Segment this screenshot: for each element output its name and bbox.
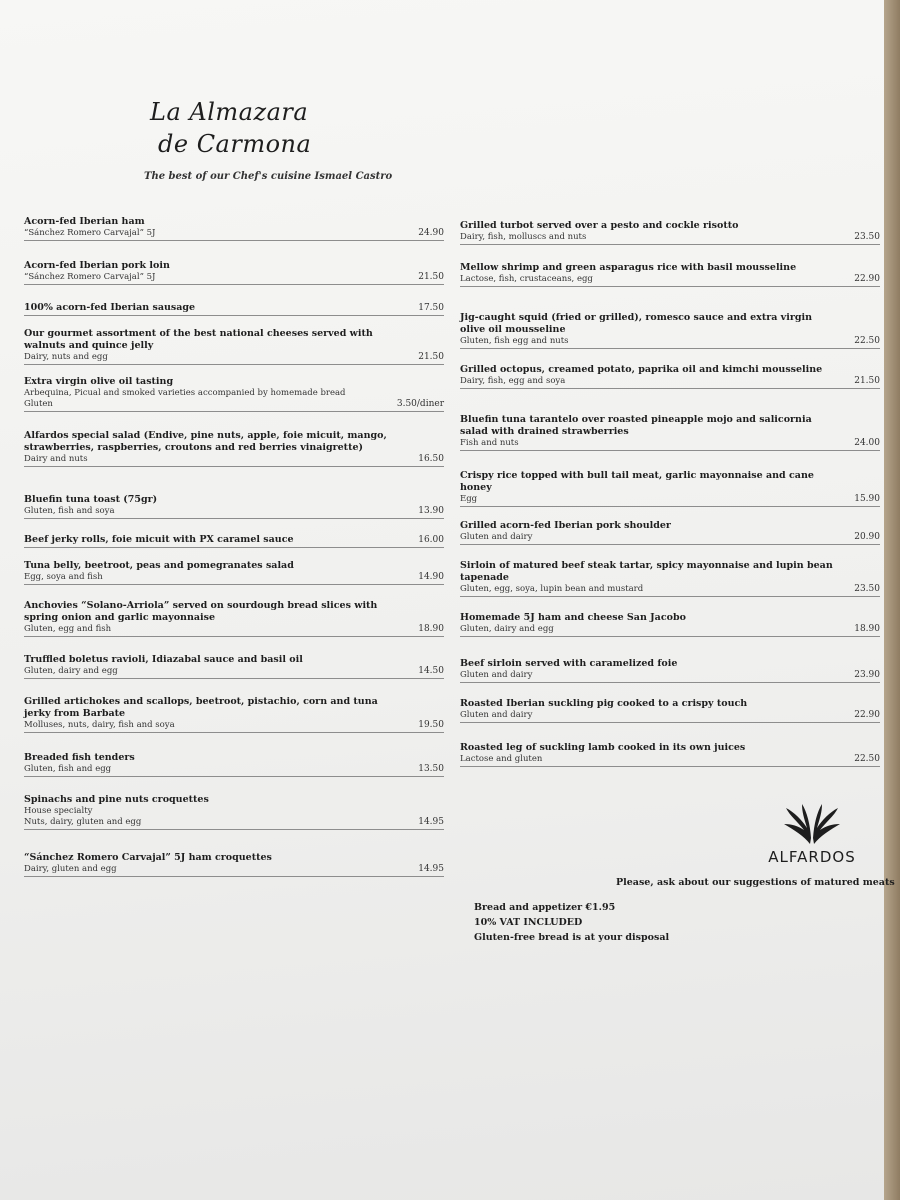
- menu-item-allergen: Molluses, nuts, dairy, fish and soya: [24, 720, 175, 730]
- chef-subtitle: The best of our Chef's cuisine Ismael Castro: [144, 171, 393, 182]
- menu-item: [460, 742, 880, 767]
- menu-item-name: Our gourmet assortment of the best national cheeses served with walnuts and quince jelly: [24, 328, 373, 351]
- menu-item-price: 22.50: [854, 336, 880, 346]
- menu-item-name: Acorn-fed Iberian pork loin: [24, 260, 170, 271]
- menu-item-name: Spinachs and pine nuts croquettes: [24, 794, 209, 805]
- menu-item-name: Sirloin of matured beef steak tartar, spicy mayonnaise and lupin bean tapenade: [460, 560, 833, 583]
- menu-item-price: 17.50: [418, 303, 444, 313]
- menu-item-allergen: Dairy and nuts: [24, 454, 88, 464]
- menu-item: [24, 794, 444, 830]
- menu-item-allergen: Fish and nuts: [460, 438, 519, 448]
- menu-item: [460, 220, 880, 245]
- menu-item-name: Grilled octopus, creamed potato, paprika oil and kimchi mousseline: [460, 364, 823, 375]
- menu-item-price: 22.90: [854, 274, 880, 284]
- menu-item-price: 14.95: [418, 817, 444, 827]
- menu-item-name: Bluefin tuna tarantelo over roasted pineapple mojo and salicornia salad with drained strawberries: [460, 414, 812, 437]
- title-line-1: La Almazara: [150, 98, 309, 126]
- menu-item-price: 14.90: [418, 572, 444, 582]
- menu-item-allergen: Gluten and dairy: [460, 710, 533, 720]
- menu-item: [24, 560, 444, 585]
- alfardos-logo: [760, 802, 864, 866]
- menu-item-price: 20.90: [854, 532, 880, 542]
- menu-item-price: 18.90: [854, 624, 880, 634]
- menu-item: [460, 414, 880, 451]
- menu-item-price: 13.90: [418, 506, 444, 516]
- menu-item: [460, 312, 880, 349]
- menu-item-sub: House specialty: [24, 806, 93, 816]
- menu-item-price: 21.50: [418, 272, 444, 282]
- menu-item-price: 22.50: [854, 754, 880, 764]
- menu-item-price: 23.50: [854, 584, 880, 594]
- menu-item-name: Beef sirloin served with caramelized foie: [460, 658, 678, 669]
- menu-item: [24, 376, 444, 412]
- title-line-2: de Carmona: [158, 130, 312, 158]
- menu-item-price: 23.50: [854, 232, 880, 242]
- menu-item-price: 16.00: [418, 535, 444, 545]
- menu-item-name: Bluefin tuna toast (75gr): [24, 494, 158, 505]
- restaurant-title: [150, 96, 311, 160]
- menu-item: [24, 260, 444, 285]
- menu-item-allergen: Gluten, fish egg and nuts: [460, 336, 569, 346]
- menu-item-allergen: Gluten, dairy and egg: [460, 624, 554, 634]
- menu-item-name: Breaded fish tenders: [24, 752, 135, 763]
- menu-item-sub: “Sánchez Romero Carvajal” 5J: [24, 272, 156, 282]
- menu-item: [460, 560, 880, 597]
- menu-item: [460, 658, 880, 683]
- menu-item-price: 22.90: [854, 710, 880, 720]
- menu-item-allergen: Gluten and dairy: [460, 532, 533, 542]
- bread-note: Bread and appetizer €1.95: [474, 902, 616, 913]
- menu-item-allergen: Lactose and gluten: [460, 754, 543, 764]
- menu-item-allergen: Dairy, fish, molluscs and nuts: [460, 232, 587, 242]
- menu-item: [460, 364, 880, 389]
- menu-item-name: Extra virgin olive oil tasting: [24, 376, 174, 387]
- menu-item: [24, 696, 444, 733]
- menu-item: [24, 216, 444, 241]
- menu-item-sub: “Sánchez Romero Carvajal” 5J: [24, 228, 156, 238]
- menu-item-name: Grilled turbot served over a pesto and cockle risotto: [460, 220, 739, 231]
- vat-note: 10% VAT INCLUDED: [474, 917, 583, 928]
- suggestions-note: Please, ask about our suggestions of matured meats: [616, 877, 895, 888]
- menu-item: [460, 470, 880, 507]
- menu-item-name: Grilled artichokes and scallops, beetroot, pistachio, corn and tuna jerky from Barbate: [24, 696, 378, 719]
- wings-icon: [782, 802, 842, 846]
- menu-item-price: 15.90: [854, 494, 880, 504]
- menu-item-name: Mellow shrimp and green asparagus rice with basil mousseline: [460, 262, 797, 273]
- menu-item-price: 14.95: [418, 864, 444, 874]
- menu-item-price: 24.90: [418, 228, 444, 238]
- menu-item: [460, 262, 880, 287]
- menu-item-name: Grilled acorn-fed Iberian pork shoulder: [460, 520, 671, 531]
- table-edge: [884, 0, 900, 1200]
- menu-item-price: 16.50: [418, 454, 444, 464]
- menu-item-name: Jig-caught squid (fried or grilled), romesco sauce and extra virgin olive oil mousseline: [460, 312, 812, 335]
- menu-item-allergen: Gluten: [24, 399, 53, 409]
- menu-item-name: 100% acorn-fed Iberian sausage: [24, 302, 196, 313]
- menu-item-price: 23.90: [854, 670, 880, 680]
- menu-item: [24, 852, 444, 877]
- menu-item-allergen: Dairy, gluten and egg: [24, 864, 117, 874]
- menu-item: [24, 328, 444, 365]
- menu-item-allergen: Gluten, fish and soya: [24, 506, 115, 516]
- menu-item-name: Crispy rice topped with bull tail meat, garlic mayonnaise and cane honey: [460, 470, 814, 493]
- menu-item: [24, 302, 444, 316]
- menu-item-allergen: Gluten, dairy and egg: [24, 666, 118, 676]
- menu-item-allergen: Egg: [460, 494, 478, 504]
- menu-item-allergen: Nuts, dairy, gluten and egg: [24, 817, 142, 827]
- menu-item-name: Beef jerky rolls, foie micuit with PX caramel sauce: [24, 534, 294, 545]
- menu-item: [24, 600, 444, 637]
- menu-item-allergen: Gluten, egg and fish: [24, 624, 112, 634]
- menu-item-name: Truffled boletus ravioli, Idiazabal sauce and basil oil: [24, 654, 303, 665]
- menu-item: [460, 698, 880, 723]
- menu-item-price: 14.50: [418, 666, 444, 676]
- menu-item-allergen: Gluten and dairy: [460, 670, 533, 680]
- menu-item: [24, 752, 444, 777]
- menu-item: [24, 494, 444, 519]
- menu-item-name: Alfardos special salad (Endive, pine nuts, apple, foie micuit, mango, strawberries, raspberries, croutons and red berries vinaigrette): [24, 430, 387, 453]
- menu-item: [460, 612, 880, 637]
- menu-item-name: Homemade 5J ham and cheese San Jacobo: [460, 612, 686, 623]
- menu-item-price: 21.50: [418, 352, 444, 362]
- menu-item-allergen: Gluten, egg, soya, lupin bean and mustard: [460, 584, 644, 594]
- menu-item-name: “Sánchez Romero Carvajal” 5J ham croquettes: [24, 852, 272, 863]
- menu-item: [460, 520, 880, 545]
- menu-item-price: 13.50: [418, 764, 444, 774]
- menu-item-allergen: Egg, soya and fish: [24, 572, 103, 582]
- menu-item: [24, 534, 444, 548]
- menu-item-allergen: Lactose, fish, crustaceans, egg: [460, 274, 593, 284]
- menu-item-name: Roasted Iberian suckling pig cooked to a crispy touch: [460, 698, 748, 709]
- menu-item-allergen: Gluten, fish and egg: [24, 764, 112, 774]
- gluten-free-note: Gluten-free bread is at your disposal: [474, 932, 670, 943]
- menu-item-price: 21.50: [854, 376, 880, 386]
- menu-item-price: 18.90: [418, 624, 444, 634]
- menu-item-allergen: Dairy, fish, egg and soya: [460, 376, 566, 386]
- footer-notes: [474, 900, 669, 945]
- menu-item-price: 24.00: [854, 438, 880, 448]
- menu-item-allergen: Dairy, nuts and egg: [24, 352, 108, 362]
- menu-item-sub: Arbequina, Picual and smoked varieties accompanied by homemade bread: [24, 388, 346, 398]
- menu-item: [24, 654, 444, 679]
- menu-item-name: Roasted leg of suckling lamb cooked in its own juices: [460, 742, 746, 753]
- menu-item-price: 3.50/diner: [396, 399, 444, 409]
- menu-item-name: Anchovies “Solano-Arriola” served on sourdough bread slices with spring onion and garlic mayonnaise: [24, 600, 378, 623]
- menu-item-price: 19.50: [418, 720, 444, 730]
- menu-item-name: Acorn-fed Iberian ham: [24, 216, 145, 227]
- menu-item-name: Tuna belly, beetroot, peas and pomegranates salad: [24, 560, 294, 571]
- menu-item: [24, 430, 444, 467]
- logo-text: ALFARDOS: [768, 848, 856, 866]
